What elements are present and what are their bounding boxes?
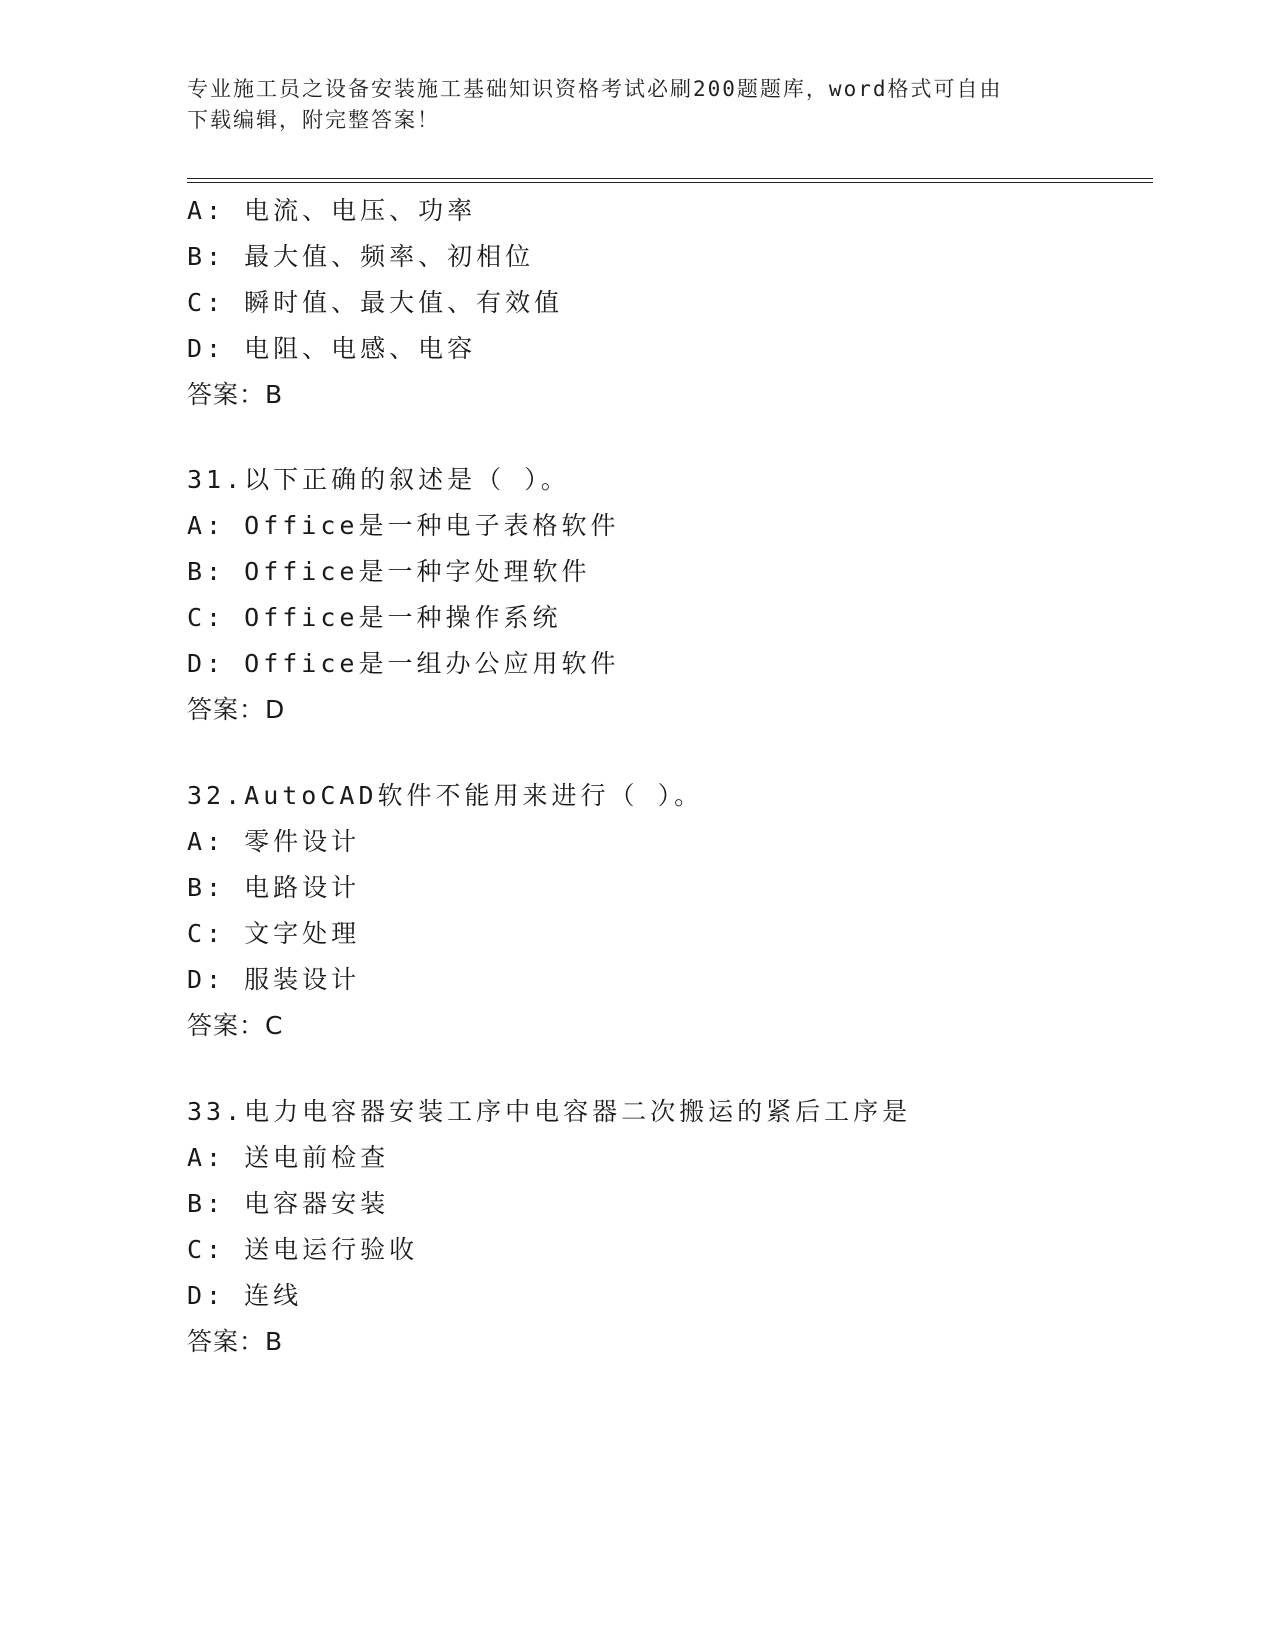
question-block-31 bbox=[187, 457, 1153, 733]
question-block-30 bbox=[187, 188, 1153, 418]
option-c: C: 送电运行验收 bbox=[187, 1235, 419, 1264]
question-stem: 31.以下正确的叙述是（ ）。 bbox=[187, 465, 570, 494]
option-b: B: 电路设计 bbox=[187, 873, 361, 902]
question-block-33 bbox=[187, 1089, 1153, 1365]
option-b: B: Office是一种字处理软件 bbox=[187, 557, 591, 586]
option-c: C: Office是一种操作系统 bbox=[187, 603, 562, 632]
answer-line: 答案：B bbox=[187, 380, 284, 409]
option-a: A: Office是一种电子表格软件 bbox=[187, 511, 620, 540]
question-block-32 bbox=[187, 773, 1153, 1049]
answer-line: 答案：C bbox=[187, 1011, 284, 1040]
answer-line: 答案：D bbox=[187, 695, 286, 724]
option-c: C: 瞬时值、最大值、有效值 bbox=[187, 288, 564, 317]
option-d: D: 电阻、电感、电容 bbox=[187, 334, 477, 363]
option-d: D: 服装设计 bbox=[187, 965, 361, 994]
page-header bbox=[187, 74, 1077, 136]
option-a: A: 零件设计 bbox=[187, 827, 361, 856]
question-stem: 32.AutoCAD软件不能用来进行（ ）。 bbox=[187, 781, 704, 810]
option-b: B: 最大值、频率、初相位 bbox=[187, 242, 535, 271]
header-line-1: 专业施工员之设备安装施工基础知识资格考试必刷200题题库，word格式可自由 bbox=[187, 77, 1003, 101]
header-double-rule bbox=[187, 178, 1153, 183]
option-c: C: 文字处理 bbox=[187, 919, 361, 948]
header-line-2: 下载编辑，附完整答案！ bbox=[187, 108, 440, 132]
option-d: D: 连线 bbox=[187, 1281, 303, 1310]
option-a: A: 送电前检查 bbox=[187, 1143, 390, 1172]
option-d: D: Office是一组办公应用软件 bbox=[187, 649, 620, 678]
answer-line: 答案：B bbox=[187, 1327, 284, 1356]
question-stem: 33.电力电容器安装工序中电容器二次搬运的紧后工序是 bbox=[187, 1097, 912, 1126]
option-b: B: 电容器安装 bbox=[187, 1189, 390, 1218]
option-a: A: 电流、电压、功率 bbox=[187, 196, 477, 225]
